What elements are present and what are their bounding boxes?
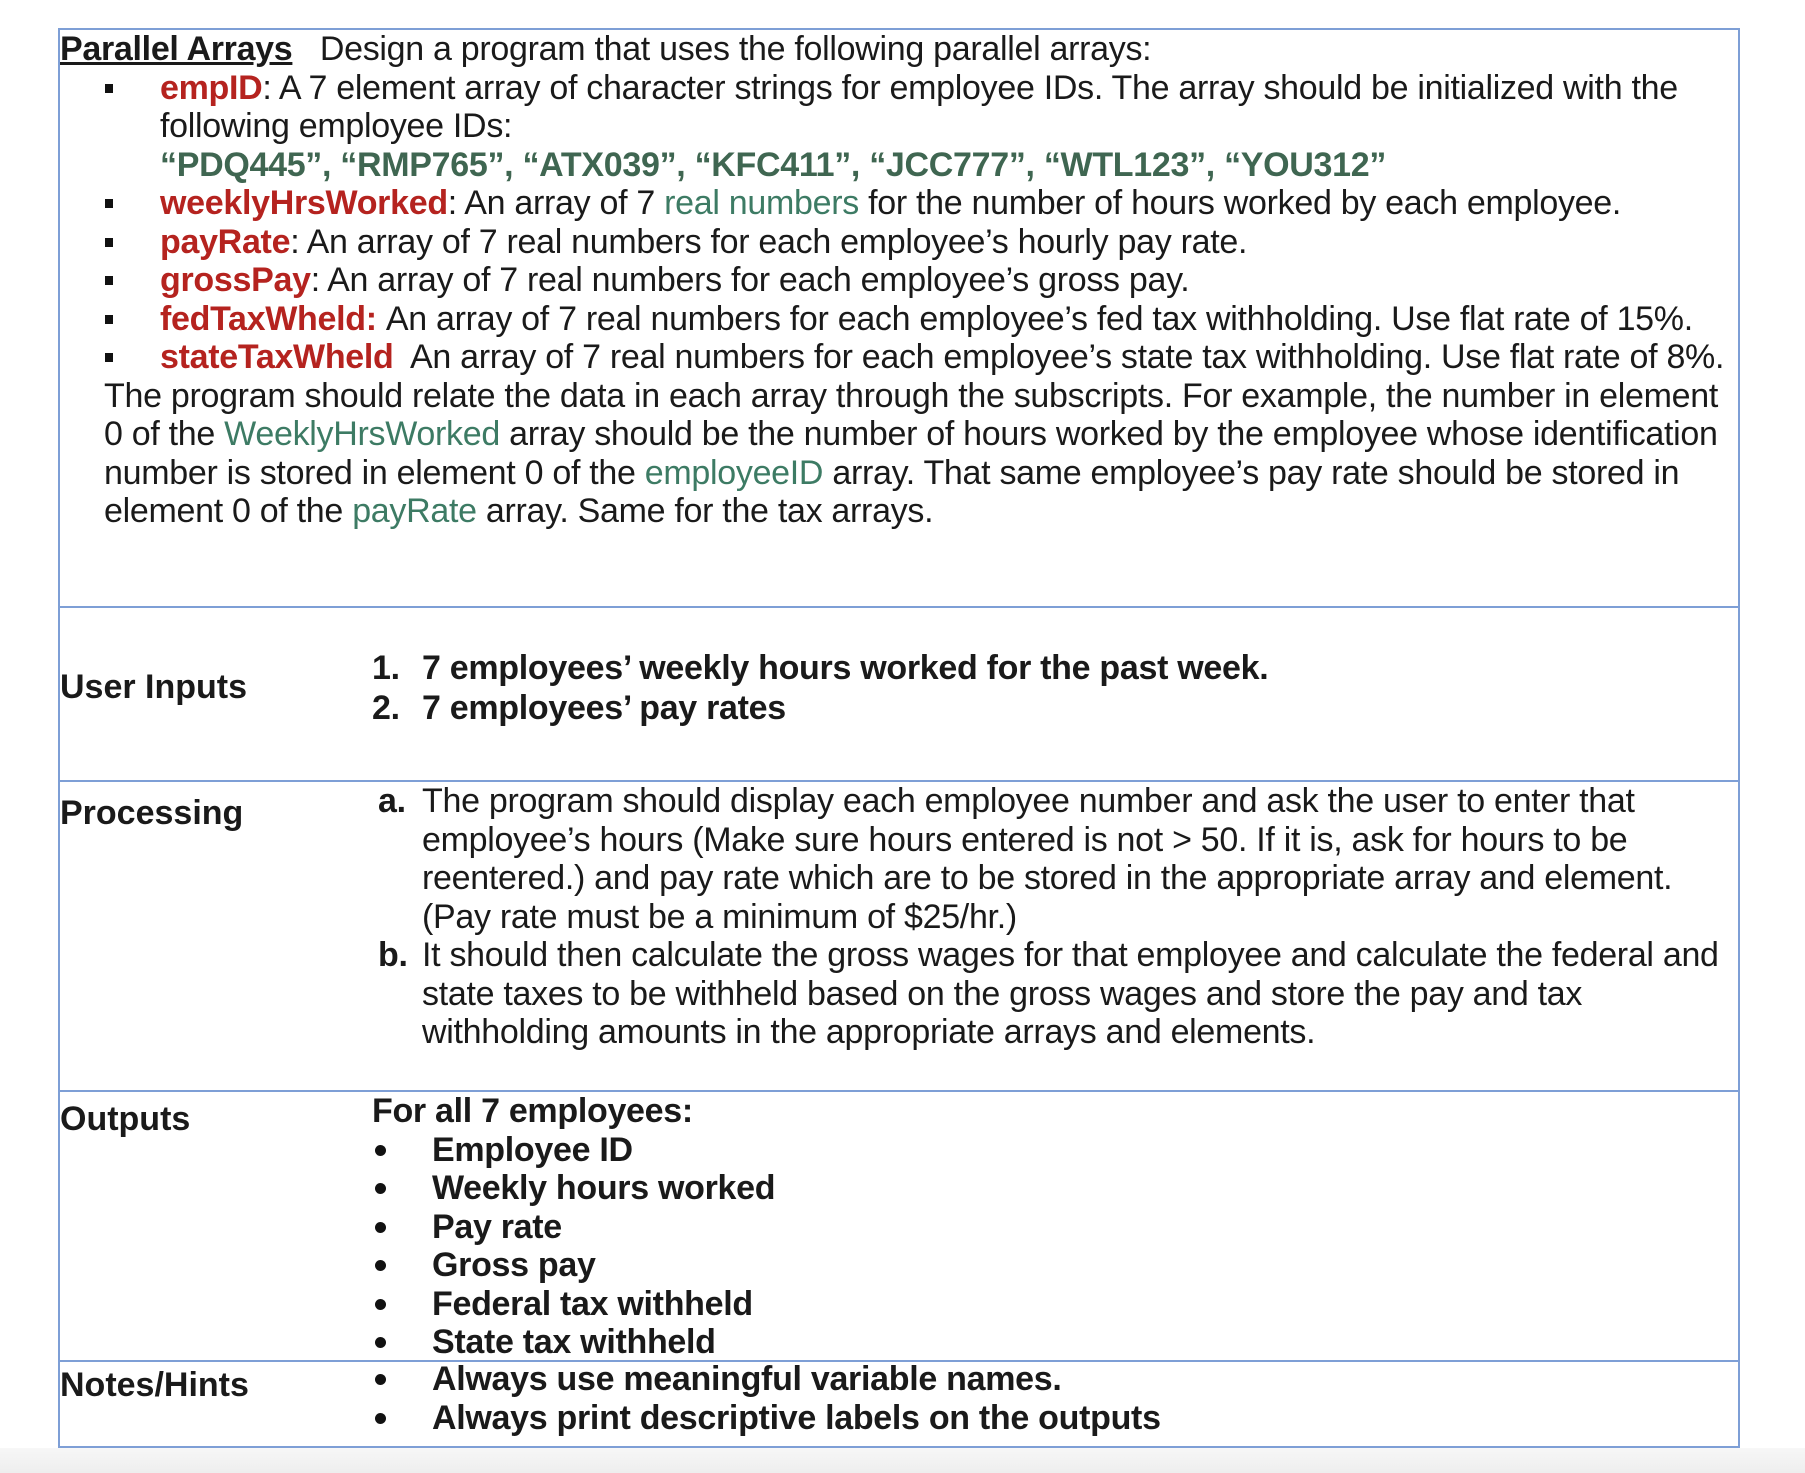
section-heading: Parallel Arrays xyxy=(60,30,293,68)
assignment-table xyxy=(58,28,1740,1448)
notes-label: Notes/Hints xyxy=(60,1366,249,1404)
list-item xyxy=(372,688,1728,728)
array-item xyxy=(60,223,1740,262)
bullet-icon xyxy=(375,1337,386,1348)
array-sep: : xyxy=(310,261,328,299)
output-text: Employee ID xyxy=(432,1130,633,1169)
processing-row xyxy=(60,780,1738,1090)
array-desc: for the number of hours worked by each employee. xyxy=(858,184,1622,222)
outputs-content xyxy=(372,1092,1728,1362)
list-item xyxy=(372,648,1728,688)
list-item xyxy=(372,1208,1728,1247)
array-name: weeklyHrsWorked xyxy=(160,184,448,222)
array-item xyxy=(60,300,1740,339)
para-text: array. That same employee’s pay rate should be stored in element 0 of the xyxy=(104,453,1680,530)
array-name: stateTaxWheld xyxy=(160,338,394,376)
outputs-label: Outputs xyxy=(60,1100,191,1138)
square-bullet-icon xyxy=(105,315,113,324)
note-text: Always print descriptive labels on the outputs xyxy=(432,1398,1161,1437)
input-text: 7 employees’ weekly hours worked for the past week. xyxy=(422,649,1269,687)
list-item xyxy=(372,1399,1728,1438)
notes-list xyxy=(372,1360,1728,1437)
heading-line xyxy=(60,30,1740,69)
array-desc: A 7 element array of character strings for employee IDs. The array should be initialized with the following employee IDs: xyxy=(160,68,1678,145)
array-desc: An array of 7 real numbers for each employee’s state tax withholding. Use flat rate of 8%. xyxy=(409,338,1725,376)
array-desc: An array of 7 real numbers for each employee’s fed tax withholding. Use flat rate of 15%. xyxy=(385,299,1693,338)
list-item xyxy=(378,782,1728,936)
array-sep: : xyxy=(290,222,307,261)
list-item xyxy=(372,1131,1728,1170)
list-item xyxy=(372,1285,1728,1324)
array-desc-pre: An array of 7 xyxy=(464,184,665,222)
array-item xyxy=(60,69,1740,146)
array-item xyxy=(60,184,1740,223)
processing-label: Processing xyxy=(60,794,244,832)
array-item xyxy=(60,338,1740,377)
list-marker: 1. xyxy=(372,649,400,687)
list-item xyxy=(378,936,1728,1052)
list-item xyxy=(372,1360,1728,1399)
square-bullet-icon xyxy=(105,199,113,208)
bullet-icon xyxy=(375,1183,386,1194)
outputs-row xyxy=(60,1090,1738,1360)
array-sep: : xyxy=(447,184,465,222)
notes-content xyxy=(372,1360,1728,1437)
list-item xyxy=(372,1169,1728,1208)
output-text: Federal tax withheld xyxy=(432,1284,753,1323)
bullet-icon xyxy=(375,1145,386,1156)
list-marker: b. xyxy=(378,936,408,974)
user-inputs-list xyxy=(372,648,1728,728)
description-row xyxy=(60,30,1738,606)
outputs-intro: For all 7 employees: xyxy=(372,1092,693,1130)
user-inputs-row xyxy=(60,606,1738,780)
array-sep: : xyxy=(262,68,279,107)
user-inputs-label: User Inputs xyxy=(60,668,248,706)
processing-text: It should then calculate the gross wages for that employee and calculate the federal and state taxes to be withheld based on the gross wages and store the pay and tax withholding amounts in the appropriate arrays and elements. xyxy=(422,936,1719,1051)
square-bullet-icon xyxy=(105,84,113,93)
notes-row xyxy=(60,1360,1738,1448)
list-item xyxy=(372,1323,1728,1362)
square-bullet-icon xyxy=(105,276,113,285)
heading-lead: Design a program that uses the following parallel arrays: xyxy=(319,30,1152,68)
employeeid-ref: employeeID xyxy=(644,453,824,492)
array-name: empID xyxy=(160,68,263,107)
bullet-icon xyxy=(375,1260,386,1271)
processing-content xyxy=(378,782,1728,1052)
bullet-icon xyxy=(375,1299,386,1310)
list-marker: 2. xyxy=(372,689,400,727)
array-sep: : xyxy=(365,299,386,338)
list-marker: a. xyxy=(378,782,406,820)
array-item xyxy=(60,261,1740,300)
user-inputs-content xyxy=(372,648,1728,728)
description-cell xyxy=(60,30,1740,531)
processing-text: The program should display each employee number and ask the user to enter that employee’s hours (Make sure hours entered is not > 50. If it is, ask for hours to be reentered.) and pay rate which are to be stored in the appropriate array and element. (Pay rate must be a minimum of $25/hr.) xyxy=(422,782,1673,936)
square-bullet-icon xyxy=(105,353,113,362)
bullet-icon xyxy=(375,1222,386,1233)
array-name: grossPay xyxy=(160,261,311,299)
input-text: 7 employees’ pay rates xyxy=(422,689,786,727)
array-name: payRate xyxy=(160,222,291,261)
page-bottom-edge xyxy=(0,1448,1805,1473)
output-text: Gross pay xyxy=(432,1246,596,1284)
payrate-ref: payRate xyxy=(352,492,477,530)
employee-ids: “PDQ445”, “RMP765”, “ATX039”, “KFC411”, “JCC777”, “WTL123”, “YOU312” xyxy=(160,145,1387,184)
outputs-list xyxy=(372,1131,1728,1362)
bullet-icon xyxy=(375,1413,386,1424)
real-numbers-ref: real numbers xyxy=(664,184,859,222)
para-text: The program should relate the data in each array through the subscripts. For example, the number in element 0 of the xyxy=(104,376,1719,453)
note-text: Always use meaningful variable names. xyxy=(432,1360,1062,1398)
array-desc: An array of 7 real numbers for each employee’s hourly pay rate. xyxy=(306,222,1248,261)
subscript-paragraph xyxy=(60,377,1740,531)
output-text: State tax withheld xyxy=(432,1323,716,1361)
array-desc: An array of 7 real numbers for each employee’s gross pay. xyxy=(327,261,1190,299)
weeklyhrs-ref: WeeklyHrsWorked xyxy=(224,415,500,453)
processing-list xyxy=(378,782,1728,1052)
para-text: array. Same for the tax arrays. xyxy=(476,492,934,530)
output-text: Pay rate xyxy=(432,1207,562,1246)
array-name: fedTaxWheld xyxy=(160,299,366,338)
para-text: array should be the number of hours worked by the employee whose identification number is stored in element 0 of the xyxy=(104,415,1718,492)
employee-ids-line xyxy=(60,146,1740,185)
bullet-icon xyxy=(375,1374,386,1385)
array-sep xyxy=(394,338,410,376)
output-text: Weekly hours worked xyxy=(432,1169,776,1207)
array-list xyxy=(60,69,1740,377)
list-item xyxy=(372,1246,1728,1285)
square-bullet-icon xyxy=(105,238,113,247)
